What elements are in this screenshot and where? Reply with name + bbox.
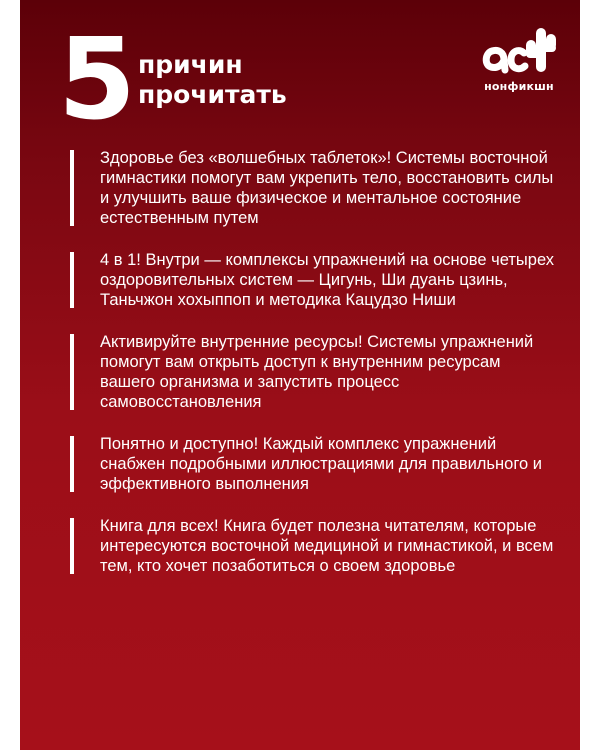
publisher-logo xyxy=(474,20,564,100)
reason-bar-marker xyxy=(70,150,74,226)
reason-bar-marker xyxy=(70,334,74,410)
headline-line-1: причин xyxy=(138,50,243,79)
reason-item xyxy=(70,250,560,310)
reason-bar-marker xyxy=(70,518,74,574)
reasons-list xyxy=(70,148,560,598)
headline-line-2: прочитать xyxy=(138,80,287,109)
reason-item xyxy=(70,332,560,412)
headline xyxy=(138,50,287,110)
reasons-count-number: 5 xyxy=(58,15,134,145)
reason-text: Здоровье без «волшебных таблеток»! Системы восточной гимнастики помогут вам укрепить тело, восстановить силы и улучшить ваше физическое и ментальное состояние естественным путем xyxy=(100,149,554,227)
reason-item xyxy=(70,516,560,576)
publisher-logo-caption: нонфикшн xyxy=(484,80,554,93)
reason-text: 4 в 1! Внутри — комплексы упражнений на основе четырех оздоровительных систем — Цигунь, Ши дуань цзинь, Таньчжон хохыппоп и методика Кацудзо Ниши xyxy=(100,251,555,309)
reason-item xyxy=(70,148,560,228)
promo-card xyxy=(20,0,580,750)
reason-item xyxy=(70,434,560,494)
publisher-logo-icon xyxy=(474,20,564,82)
reason-text: Понятно и доступно! Каждый комплекс упражнений снабжен подробными иллюстрациями для правильного и эффективного выполнения xyxy=(100,435,542,493)
reason-text: Книга для всех! Книга будет полезна читателям, которые интересуются восточной медициной и гимнастикой, и всем тем, кто хочет позаботиться о своем здоровье xyxy=(100,517,554,575)
reason-text: Активируйте внутренние ресурсы! Системы упражнений помогут вам открыть доступ к внутренним ресурсам вашего организма и запустить процесс самовосстановления xyxy=(100,333,534,411)
reason-bar-marker xyxy=(70,436,74,492)
reason-bar-marker xyxy=(70,252,74,308)
